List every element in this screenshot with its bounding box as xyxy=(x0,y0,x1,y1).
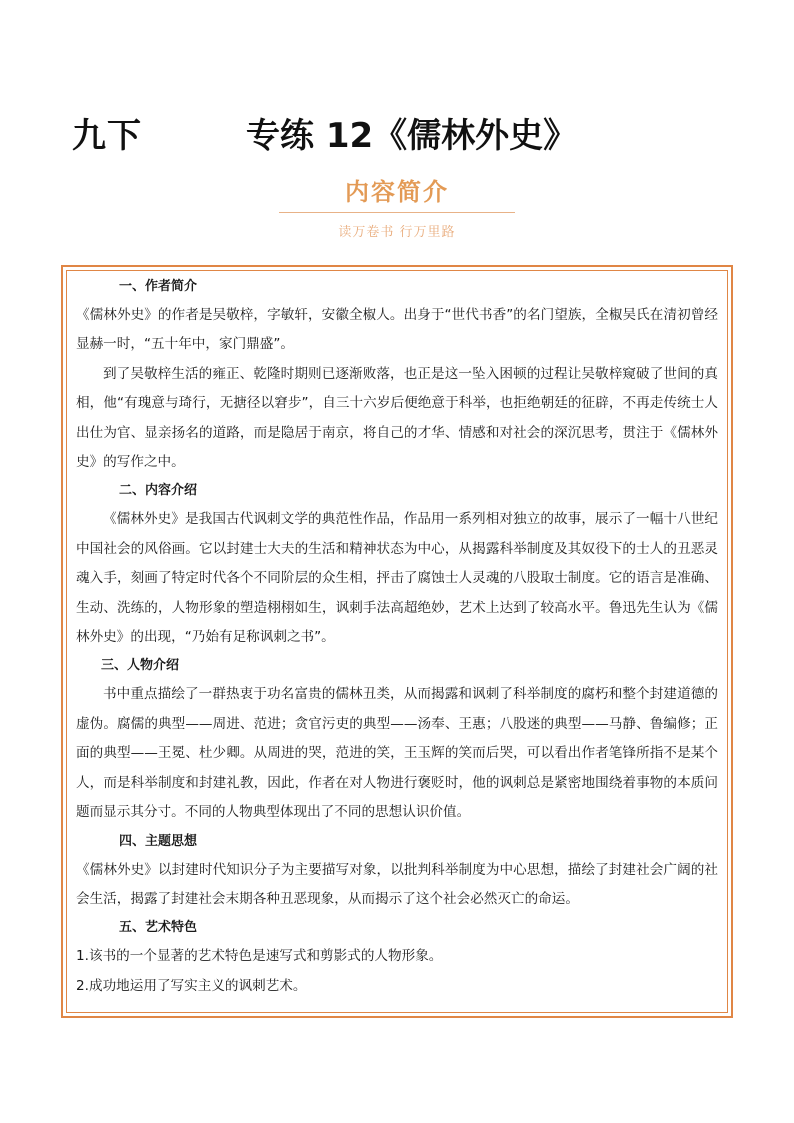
paragraph-content-1: 《儒林外史》是我国古代讽刺文学的典范性作品，作品用一系列相对独立的故事，展示了一幅十八世纪中国社会的风俗画。它以封建士大夫的生活和精神状态为中心，从揭露科举制度及其奴役下的士人的丑恶灵魂入手，刻画了特定时代各个不同阶层的众生相，抨击了腐蚀士人灵魂的八股取士制度。它的语言是准确、生动、洗练的，人物形象的塑造栩栩如生，讽刺手法高超绝妙，艺术上达到了较高水平。鲁迅先生认为《儒林外史》的出现，“乃始有足称讽刺之书”。 xyxy=(76,511,718,646)
section-heading-theme: 四、主题思想 xyxy=(119,833,198,849)
page-title: 专练 12《儒林外史》 xyxy=(246,116,578,156)
content-intro-banner xyxy=(0,176,794,240)
paragraph-author-2: 到了吴敬梓生活的雍正、乾隆时期则已逐渐败落，也正是这一坠入困顿的过程让吴敬梓窥破了世间的真相，他“有瑰意与琦行，无搪径以窘步”，自三十六岁后便绝意于科举，也拒绝朝廷的征辟，不再走传统士人出仕为官、显亲扬名的道路，而是隐居于南京，将自己的才华、情感和对社会的深沉思考，贯注于《儒林外史》的写作之中。 xyxy=(76,365,718,471)
paragraph-characters-1: 书中重点描绘了一群热衷于功名富贵的儒林丑类，从而揭露和讽刺了科举制度的腐朽和整个封建道德的虚伪。腐儒的典型——周进、范进；贪官污吏的典型——汤奉、王惠；八股迷的典型——马静、鲁编修；正面的典型——王冕、杜少卿。从周进的哭，范进的笑，王玉辉的笑而后哭，可以看出作者笔锋所指不是某个人，而是科举制度和封建礼教，因此，作者在对人物进行褒贬时，他的讽刺总是紧密地围绕着事物的本质问题而显示其分寸。不同的人物典型体现出了不同的思想认识价值。 xyxy=(76,686,718,821)
paragraph-author-1: 《儒林外史》的作者是吴敬梓，字敏轩，安徽全椒人。出身于“世代书香”的名门望族，全椒吴氏在清初曾经显赫一时，“五十年中，家门鼎盛”。 xyxy=(76,307,718,353)
content-body xyxy=(66,270,728,1013)
section-heading-content: 二、内容介绍 xyxy=(119,483,198,499)
paragraph-art-1: 1.该书的一个显著的艺术特色是速写式和剪影式的人物形象。 xyxy=(76,948,443,965)
page-header xyxy=(72,108,732,156)
section-heading-author: 一、作者简介 xyxy=(119,279,198,294)
banner-title: 内容简介 xyxy=(345,178,449,206)
banner-divider xyxy=(279,212,515,213)
grade-label: 九下 xyxy=(72,116,142,156)
paragraph-art-2: 2.成功地运用了写实主义的讽刺艺术。 xyxy=(76,977,307,994)
content-box xyxy=(61,265,733,1018)
section-heading-characters: 三、人物介绍 xyxy=(101,658,180,674)
section-heading-art: 五、艺术特色 xyxy=(119,920,198,936)
banner-motto: 读万卷书 行万里路 xyxy=(338,225,456,240)
paragraph-theme-1: 《儒林外史》以封建时代知识分子为主要描写对象，以批判科举制度为中心思想，描绘了封建社会广阔的社会生活，揭露了封建社会末期各种丑恶现象，从而揭示了这个社会必然灭亡的命运。 xyxy=(76,861,718,907)
